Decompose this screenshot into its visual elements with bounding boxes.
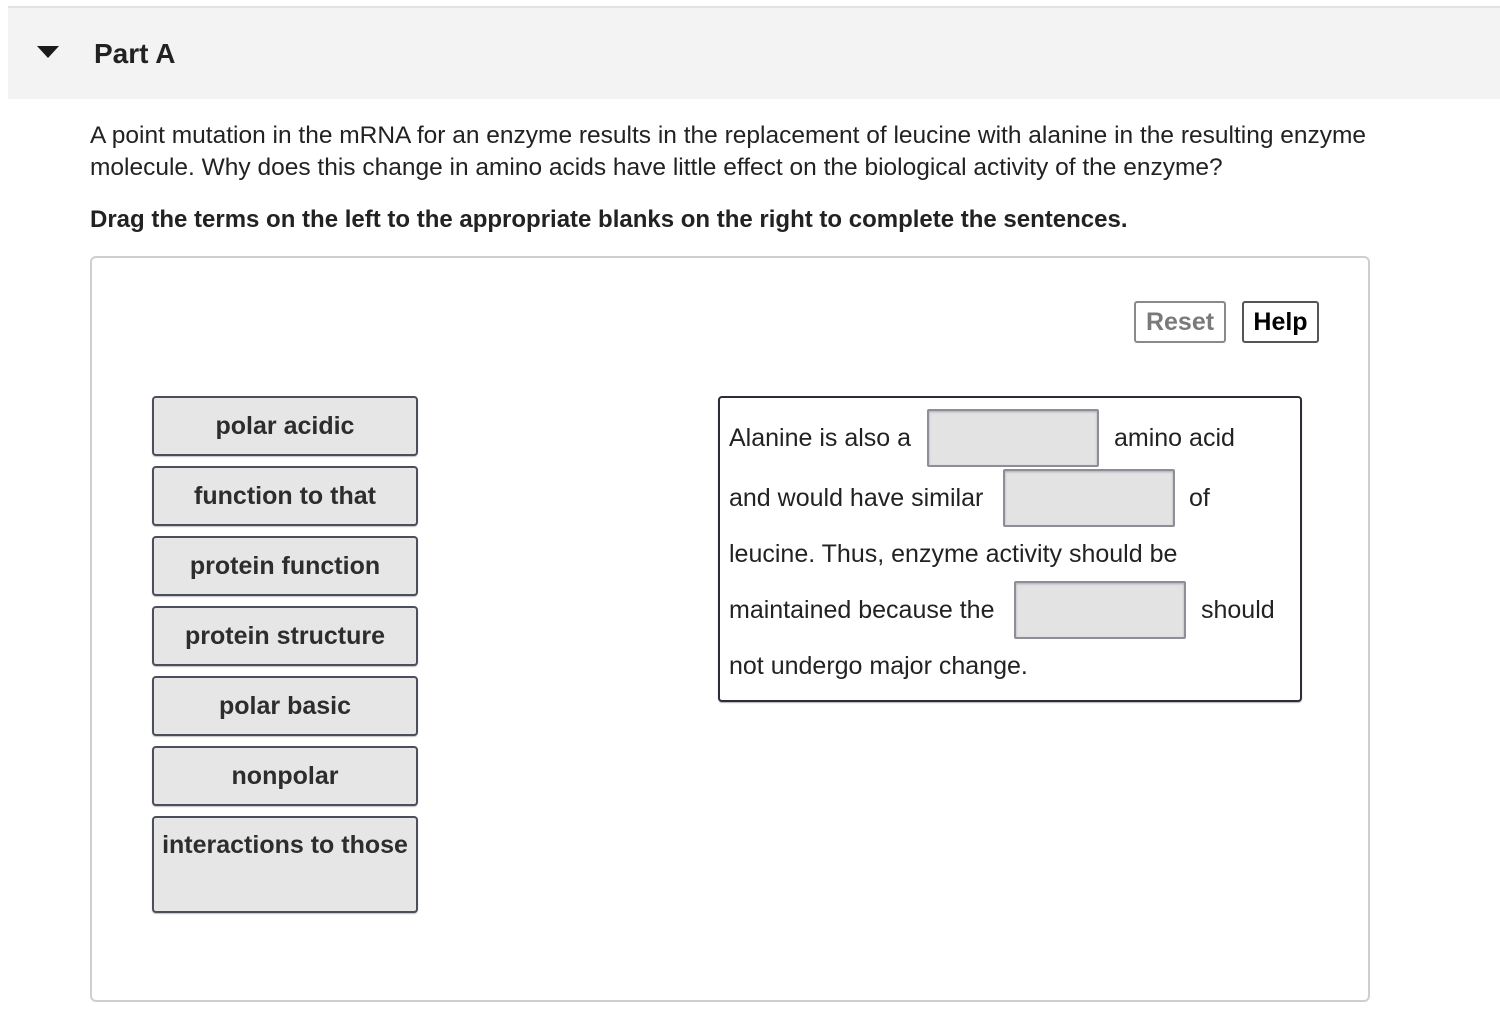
sentence-text: of — [1189, 484, 1210, 512]
draggable-term[interactable]: polar acidic — [152, 396, 418, 456]
reset-button[interactable]: Reset — [1134, 301, 1226, 343]
draggable-term[interactable]: nonpolar — [152, 746, 418, 806]
part-title: Part A — [94, 38, 176, 69]
sentence-panel — [718, 396, 1302, 702]
drop-target-blank-2[interactable] — [1003, 469, 1175, 527]
question-text: A point mutation in the mRNA for an enzyme results in the replacement of leucine with alanine in the resulting enzyme molecule. Why does this change in amino acids have little effect on the biological activity of the enzyme? — [90, 122, 1367, 181]
draggable-term[interactable]: protein function — [152, 536, 418, 596]
caret-down-icon[interactable] — [37, 46, 59, 58]
sentence-text: maintained because the — [729, 596, 995, 624]
term-bank — [152, 396, 418, 923]
help-button[interactable]: Help — [1242, 301, 1319, 343]
sentence-text: leucine. Thus, enzyme activity should be — [729, 540, 1178, 568]
instruction-text: Drag the terms on the left to the appropriate blanks on the right to complete the sentences. — [90, 206, 1128, 233]
drop-target-blank-3[interactable] — [1014, 581, 1186, 639]
draggable-term[interactable]: protein structure — [152, 606, 418, 666]
draggable-term[interactable]: polar basic — [152, 676, 418, 736]
sentence-text: should — [1201, 596, 1275, 624]
drop-target-blank-1[interactable] — [927, 409, 1099, 467]
sentence-text: and would have similar — [729, 484, 984, 512]
sentence-text: amino acid — [1114, 424, 1235, 452]
draggable-term[interactable]: interactions to those — [152, 816, 418, 913]
part-header[interactable] — [8, 8, 1500, 99]
sentence-text: not undergo major change. — [729, 652, 1028, 680]
sentence-text: Alanine is also a — [729, 424, 912, 452]
draggable-term[interactable]: function to that — [152, 466, 418, 526]
